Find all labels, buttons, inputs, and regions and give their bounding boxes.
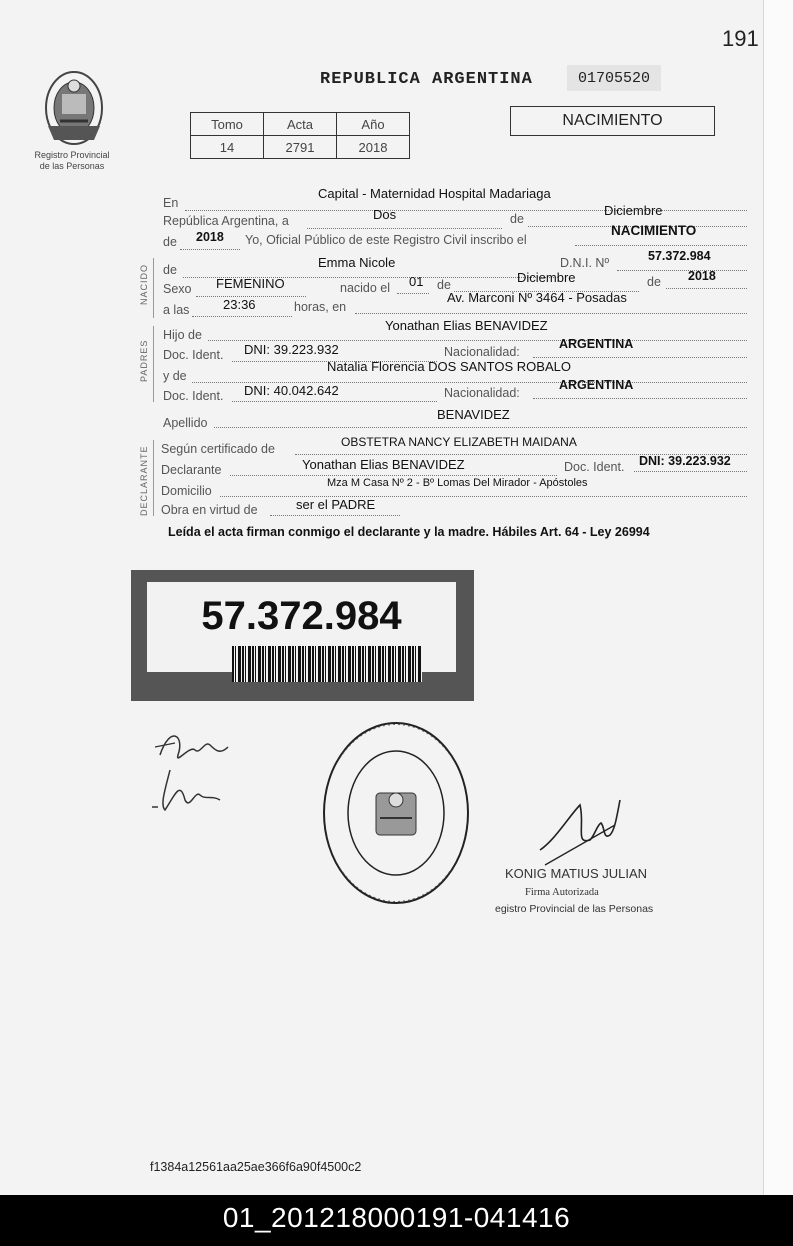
place-of-record: Capital - Maternidad Hospital Madariaga <box>318 186 551 201</box>
father-name: Yonathan Elias BENAVIDEZ <box>385 318 548 333</box>
birth-year: 2018 <box>688 269 716 283</box>
mother-nationality: ARGENTINA <box>559 378 634 392</box>
de2-label: de <box>163 235 177 249</box>
child-name: Emma Nicole <box>318 255 396 270</box>
dni-card <box>131 570 474 701</box>
dotted-line <box>180 248 240 250</box>
footer-code: 01_201218000191-041416 <box>0 1195 793 1246</box>
dni-card-inner <box>147 582 456 672</box>
declarant-name: Yonathan Elias BENAVIDEZ <box>302 457 465 472</box>
document-hash: f1384a12561aa25ae366f6a90f4500c2 <box>150 1160 362 1174</box>
doc-label: Doc. Ident. <box>163 348 224 362</box>
mother-name: Natalia Florencia DOS SANTOS ROBALO <box>327 359 571 374</box>
section-rule <box>153 440 154 516</box>
dni-card-number: 57.372.984 <box>201 594 402 638</box>
closing-remark: Leída el acta firman conmigo el declarante y la madre. Hábiles Art. 64 - Ley 26994 <box>168 525 650 539</box>
domicilio-label: Domicilio <box>161 484 212 498</box>
yde-label: y de <box>163 369 187 383</box>
sex-value: FEMENINO <box>216 276 285 291</box>
record-month: Diciembre <box>604 203 663 218</box>
registry-label-line1: Registro Provincial <box>34 150 110 160</box>
registry-label <box>30 150 114 172</box>
apellido-label: Apellido <box>163 416 208 430</box>
dotted-line <box>666 287 747 289</box>
dotted-line <box>575 244 747 246</box>
header-acta: Acta <box>264 113 337 136</box>
birth-month: Diciembre <box>517 270 576 285</box>
republica-label: República Argentina, a <box>163 214 289 228</box>
obra-label: Obra en virtud de <box>161 503 258 517</box>
nac2-label: Nacionalidad: <box>444 386 520 400</box>
registry-label-line2: de las Personas <box>39 161 105 171</box>
doc2-label: Doc. Ident. <box>163 389 224 403</box>
official-title: Firma Autorizada <box>525 887 599 898</box>
birth-time: 23:36 <box>223 297 256 312</box>
value-acta: 2791 <box>264 136 337 159</box>
signature-declarante-icon <box>150 715 240 825</box>
father-nationality: ARGENTINA <box>559 337 634 351</box>
official-signature-icon <box>535 795 625 870</box>
record-type-box: NACIMIENTO <box>510 106 715 136</box>
dotted-line <box>634 470 747 472</box>
de5-label: de <box>647 275 661 289</box>
dotted-line <box>230 474 557 476</box>
declarante-label: Declarante <box>161 463 222 477</box>
doc3-label: Doc. Ident. <box>564 460 625 474</box>
dotted-line <box>214 426 747 428</box>
hijo-label: Hijo de <box>163 328 202 342</box>
header-anio: Año <box>337 113 410 136</box>
inscribo-value: NACIMIENTO <box>611 223 697 238</box>
dni-label: D.N.I. Nº <box>560 256 610 270</box>
nac-label: Nacionalidad: <box>444 345 520 359</box>
nacido-label: nacido el <box>340 281 391 295</box>
dotted-line <box>192 315 292 317</box>
en-label: En <box>163 196 179 210</box>
dotted-line <box>270 514 400 516</box>
de3-label: de <box>163 263 177 277</box>
dotted-line <box>617 269 747 271</box>
barcode-icon <box>232 646 422 682</box>
official-office: egistro Provincial de las Personas <box>495 903 654 915</box>
declarant-relation: ser el PADRE <box>296 497 376 512</box>
certificate-issuer: OBSTETRA NANCY ELIZABETH MAIDANA <box>341 435 577 449</box>
dotted-line <box>533 356 747 358</box>
value-anio: 2018 <box>337 136 410 159</box>
section-rule <box>153 326 154 402</box>
dotted-line <box>307 227 502 229</box>
surname: BENAVIDEZ <box>437 407 510 422</box>
side-label-nacido: NACIDO <box>139 263 149 305</box>
record-year: 2018 <box>196 230 224 244</box>
value-tomo: 14 <box>191 136 264 159</box>
dotted-line <box>355 312 747 314</box>
side-label-padres: PADRES <box>139 339 149 382</box>
page-number: 191 <box>722 26 759 51</box>
birth-day: 01 <box>409 274 424 289</box>
official-seal-icon <box>320 718 472 908</box>
section-rule <box>153 258 154 318</box>
record-table <box>190 112 410 159</box>
child-dni: 57.372.984 <box>648 249 711 263</box>
provincial-emblem-icon <box>38 66 110 150</box>
dotted-line <box>397 292 429 294</box>
page-edge <box>763 0 793 1195</box>
record-day: Dos <box>373 207 397 222</box>
horas-label: horas, en <box>294 300 347 314</box>
certificado-label: Según certificado de <box>161 442 275 456</box>
header-tomo: Tomo <box>191 113 264 136</box>
sexo-label: Sexo <box>163 282 192 296</box>
dotted-line <box>208 339 747 341</box>
declarant-doc: DNI: 39.223.932 <box>639 454 731 468</box>
birth-place: Av. Marconi Nº 3464 - Posadas <box>447 290 627 305</box>
dotted-line <box>185 209 747 211</box>
official-name: KONIG MATIUS JULIAN <box>505 866 648 881</box>
side-label-declarante: DECLARANTE <box>139 445 149 516</box>
serial-number: 01705520 <box>567 65 661 91</box>
de-label: de <box>510 212 524 226</box>
dotted-line <box>533 397 747 399</box>
de4-label: de <box>437 278 451 292</box>
document-title: REPUBLICA ARGENTINA <box>320 70 533 89</box>
declarant-address: Mza M Casa Nº 2 - Bº Lomas Del Mirador - Apóstoles <box>327 477 588 489</box>
father-doc: DNI: 39.223.932 <box>244 342 339 357</box>
mother-doc: DNI: 40.042.642 <box>244 383 339 398</box>
alas-label: a las <box>163 303 190 317</box>
inscribo-label: Yo, Oficial Público de este Registro Civil inscribo el <box>245 233 527 247</box>
dotted-line <box>232 400 437 402</box>
